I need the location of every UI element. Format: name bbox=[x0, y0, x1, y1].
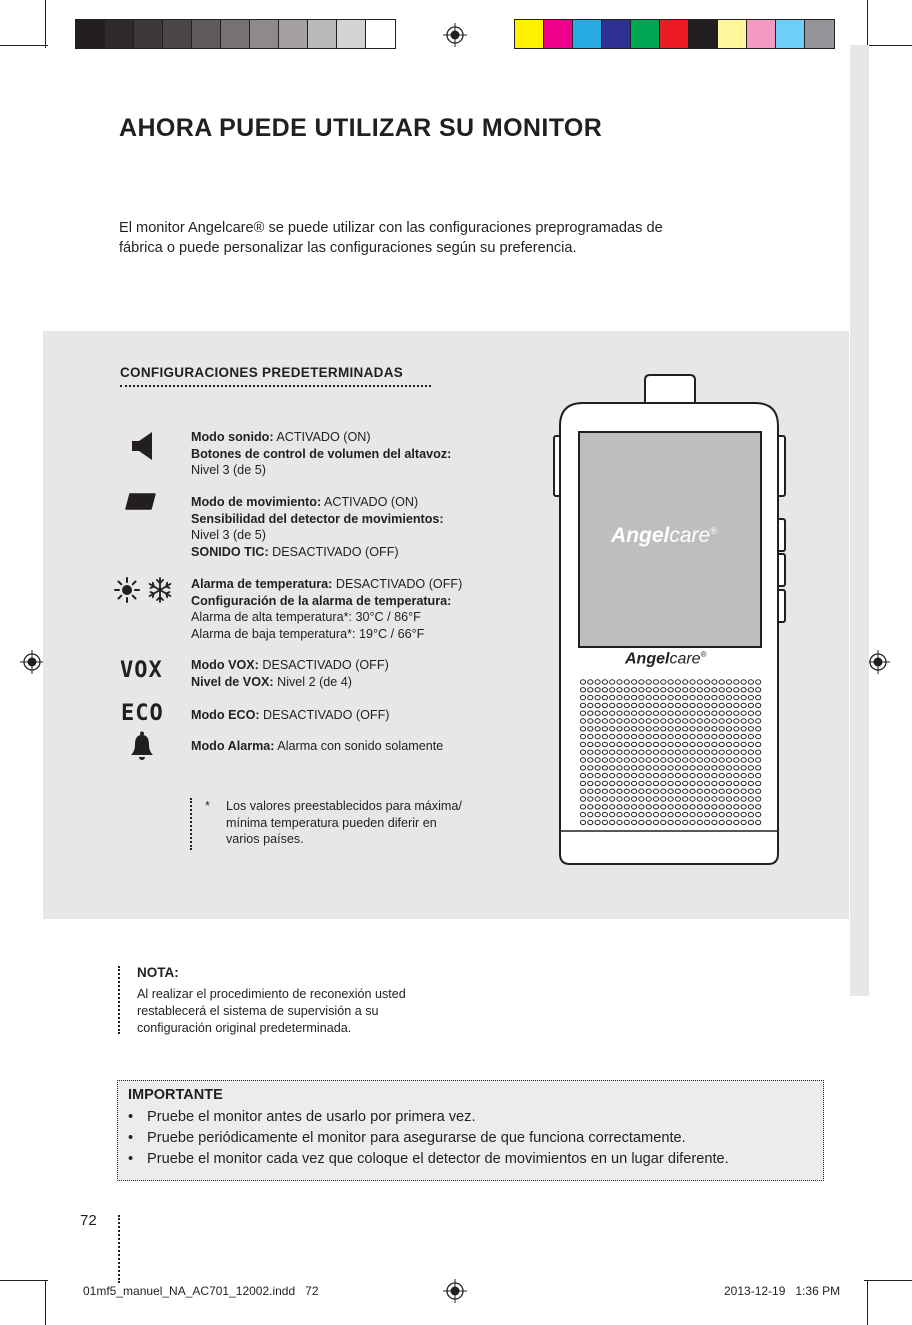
registration-mark-icon bbox=[443, 23, 467, 47]
temp-config-label: Configuración de la alarma de temperatura: bbox=[191, 593, 452, 608]
sun-icon bbox=[114, 577, 140, 603]
vox-icon: VOX bbox=[120, 658, 163, 683]
speaker-icon bbox=[131, 431, 153, 461]
note-body bbox=[137, 986, 467, 1037]
screen-brand-reg: ® bbox=[710, 526, 717, 536]
color-swatch bbox=[747, 20, 776, 48]
color-swatch bbox=[221, 20, 250, 48]
color-swatch bbox=[192, 20, 221, 48]
body-brand-reg: ® bbox=[700, 650, 707, 659]
motion-mode-label: Modo de movimiento: bbox=[191, 495, 322, 509]
color-swatch bbox=[134, 20, 163, 48]
eco-mode-value: DESACTIVADO (OFF) bbox=[259, 708, 390, 722]
temp-alarm-label: Alarma de temperatura: bbox=[191, 577, 333, 591]
eco-icon: ECO bbox=[121, 701, 164, 726]
bell-icon bbox=[130, 731, 154, 761]
color-swatch bbox=[805, 20, 834, 48]
dotted-divider bbox=[118, 966, 120, 1034]
important-box bbox=[117, 1080, 824, 1181]
intro-paragraph bbox=[119, 218, 759, 258]
crop-mark bbox=[867, 1280, 868, 1325]
vox-level-label: Nivel de VOX: bbox=[191, 674, 274, 689]
sound-mode-label: Modo sonido: bbox=[191, 430, 274, 444]
screen-brand-light: care bbox=[669, 524, 711, 547]
crop-mark bbox=[45, 1280, 46, 1325]
setting-motion bbox=[191, 494, 511, 560]
color-swatch bbox=[279, 20, 308, 48]
screen-brand-logo bbox=[611, 524, 717, 548]
motion-sensor-pad-icon bbox=[125, 493, 156, 510]
alarm-mode-value: Alarma con sonido solamente bbox=[274, 739, 444, 753]
sensitivity-value: Nivel 3 (de 5) bbox=[191, 528, 266, 542]
alarm-mode-label: Modo Alarma: bbox=[191, 739, 275, 753]
note-line: restablecerá el sistema de supervisión a su bbox=[137, 1004, 379, 1018]
footnote-line: Los valores preestablecidos para máxima/ bbox=[226, 799, 462, 813]
color-swatch bbox=[631, 20, 660, 48]
bullet: • bbox=[128, 1109, 134, 1125]
screen-brand-bold: Angel bbox=[611, 524, 670, 547]
registration-mark-icon bbox=[20, 650, 44, 674]
crop-mark bbox=[864, 45, 912, 46]
page-edge-tab bbox=[850, 45, 869, 996]
color-swatch bbox=[308, 20, 337, 48]
tic-label: SONIDO TIC: bbox=[191, 544, 269, 559]
motion-mode-value: ACTIVADO (ON) bbox=[321, 495, 419, 509]
crop-mark bbox=[864, 1280, 912, 1281]
intro-line: fábrica o puede personalizar las configuraciones según su preferencia. bbox=[119, 240, 577, 256]
eco-mode-label: Modo ECO: bbox=[191, 708, 260, 722]
sensitivity-label: Sensibilidad del detector de movimientos: bbox=[191, 511, 444, 526]
page-number: 72 bbox=[80, 1212, 97, 1229]
important-item-text: Pruebe el monitor antes de usarlo por primera vez. bbox=[147, 1109, 476, 1125]
color-swatch bbox=[105, 20, 134, 48]
snowflake-icon bbox=[148, 577, 172, 603]
monitor-illustration bbox=[553, 374, 793, 871]
setting-eco bbox=[191, 707, 511, 724]
setting-vox bbox=[191, 657, 511, 690]
list-item bbox=[128, 1128, 729, 1149]
tic-value: DESACTIVADO (OFF) bbox=[268, 544, 399, 559]
volume-label: Botones de control de volumen del altavoz: bbox=[191, 446, 452, 461]
note-line: configuración original predeterminada. bbox=[137, 1021, 352, 1035]
crop-mark bbox=[867, 0, 868, 48]
gray-color-bar bbox=[75, 19, 396, 49]
important-item-text: Pruebe el monitor cada vez que coloque el detector de movimientos en un lugar diferente. bbox=[147, 1151, 729, 1167]
color-swatch bbox=[718, 20, 747, 48]
crop-mark bbox=[0, 45, 48, 46]
note-title: NOTA: bbox=[137, 965, 179, 980]
intro-line: El monitor Angelcare® se puede utilizar con las configuraciones preprogramadas de bbox=[119, 220, 663, 236]
vox-mode-label: Modo VOX: bbox=[191, 658, 259, 672]
body-brand-light: care bbox=[669, 650, 701, 668]
color-swatch bbox=[76, 20, 105, 48]
vox-level-value: Nivel 2 (de 4) bbox=[273, 674, 352, 689]
color-swatch bbox=[163, 20, 192, 48]
setting-sound bbox=[191, 429, 511, 479]
bullet: • bbox=[128, 1130, 134, 1146]
color-swatch bbox=[660, 20, 689, 48]
important-list bbox=[128, 1107, 729, 1170]
footnote-star: * bbox=[205, 799, 210, 813]
color-swatch bbox=[602, 20, 631, 48]
registration-mark-icon bbox=[443, 1279, 467, 1303]
body-brand-logo bbox=[625, 650, 706, 668]
crop-mark bbox=[0, 1280, 48, 1281]
important-item-text: Pruebe periódicamente el monitor para asegurarse de que funciona correctamente. bbox=[147, 1130, 686, 1146]
vox-mode-value: DESACTIVADO (OFF) bbox=[258, 658, 389, 672]
color-swatch bbox=[250, 20, 279, 48]
important-title: IMPORTANTE bbox=[128, 1087, 223, 1103]
dotted-divider bbox=[118, 1215, 120, 1283]
footnote-line: mínima temperatura pueden diferir en bbox=[226, 815, 437, 830]
temp-high-value: Alarma de alta temperatura*: 30°C / 86°F bbox=[191, 610, 421, 624]
setting-alarm bbox=[191, 738, 511, 755]
sound-mode-value: ACTIVADO (ON) bbox=[273, 430, 371, 444]
temp-low-value: Alarma de baja temperatura*: 19°C / 66°F bbox=[191, 626, 425, 641]
body-brand-bold: Angel bbox=[625, 650, 670, 668]
color-swatch bbox=[573, 20, 602, 48]
setting-temperature bbox=[191, 576, 511, 642]
note-line: Al realizar el procedimiento de reconexión usted bbox=[137, 987, 406, 1001]
dotted-divider bbox=[120, 385, 431, 387]
list-item bbox=[128, 1107, 729, 1128]
defaults-heading: CONFIGURACIONES PREDETERMINADAS bbox=[120, 365, 404, 380]
print-slug-date: 2013-12-19 1:36 PM bbox=[724, 1284, 841, 1298]
footnote bbox=[205, 798, 505, 848]
crop-mark bbox=[45, 0, 46, 48]
volume-value: Nivel 3 (de 5) bbox=[191, 463, 266, 477]
footnote-line: varios países. bbox=[226, 832, 304, 846]
list-item bbox=[128, 1149, 729, 1170]
monitor-device-icon bbox=[553, 374, 793, 866]
color-swatch bbox=[366, 20, 395, 48]
bullet: • bbox=[128, 1151, 134, 1167]
temp-alarm-value: DESACTIVADO (OFF) bbox=[332, 577, 463, 591]
process-color-bar bbox=[514, 19, 835, 49]
color-swatch bbox=[515, 20, 544, 48]
page-title: AHORA PUEDE UTILIZAR SU MONITOR bbox=[119, 114, 603, 142]
color-swatch bbox=[544, 20, 573, 48]
dotted-divider bbox=[190, 798, 192, 850]
color-swatch bbox=[337, 20, 366, 48]
print-slug-file: 01mf5_manuel_NA_AC701_12002.indd 72 bbox=[83, 1284, 319, 1298]
color-swatch bbox=[776, 20, 805, 48]
registration-mark-icon bbox=[866, 650, 890, 674]
color-swatch bbox=[689, 20, 718, 48]
